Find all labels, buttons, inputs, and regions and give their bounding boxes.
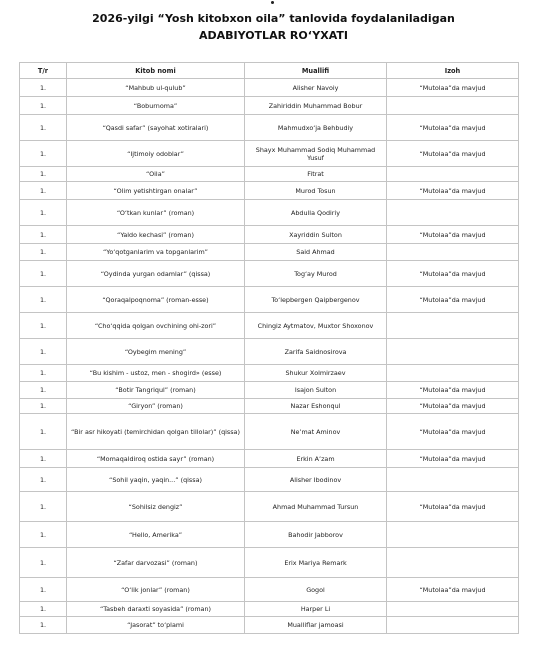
book-title: “Sohil yaqin, yaqin...” (qissa) [67, 468, 245, 492]
availability-note: “Mutolaa”da mavjud [387, 492, 519, 522]
book-title: “Boburnoma” [67, 97, 245, 115]
row-number: 1. [20, 578, 67, 602]
row-number: 1. [20, 365, 67, 382]
book-title: “Jasorat” to‘plami [67, 617, 245, 634]
row-number: 1. [20, 244, 67, 261]
author-name: Murod Tosun [245, 182, 387, 200]
row-number: 1. [20, 522, 67, 548]
book-title: “Tasbeh daraxti soyasida” (roman) [67, 602, 245, 617]
availability-note [387, 313, 519, 339]
row-number: 1. [20, 617, 67, 634]
row-number: 1. [20, 339, 67, 365]
author-name: Shayx Muhammad Sodiq Muhammad Yusuf [245, 141, 387, 167]
table-row [20, 182, 519, 200]
book-title: “O‘lik jonlar” (roman) [67, 578, 245, 602]
book-title: “Olim yetishtirgan onalar” [67, 182, 245, 200]
availability-note: “Mutolaa”da mavjud [387, 399, 519, 414]
author-name: Isajon Sulton [245, 382, 387, 399]
availability-note [387, 200, 519, 226]
document-title-line2: ADABIYOTLAR RO‘YXATI [199, 29, 348, 42]
row-number: 1. [20, 167, 67, 182]
table-row [20, 382, 519, 399]
table-row [20, 244, 519, 261]
table-row [20, 97, 519, 115]
table-row [20, 200, 519, 226]
book-title: “O‘tkan kunlar” (roman) [67, 200, 245, 226]
availability-note [387, 97, 519, 115]
availability-note: “Mutolaa”da mavjud [387, 450, 519, 468]
availability-note: “Mutolaa”da mavjud [387, 382, 519, 399]
row-number: 1. [20, 450, 67, 468]
author-name: To‘lepbergen Qaipbergenov [245, 287, 387, 313]
header-author: Muallifi [245, 63, 387, 79]
book-title: “Hello, Amerika” [67, 522, 245, 548]
table-row [20, 602, 519, 617]
availability-note [387, 468, 519, 492]
author-name: Alisher Navoiy [245, 79, 387, 97]
row-number: 1. [20, 414, 67, 450]
author-name: Mualliflar jamoasi [245, 617, 387, 634]
row-number: 1. [20, 182, 67, 200]
availability-note: “Mutolaa”da mavjud [387, 261, 519, 287]
availability-note: “Mutolaa”da mavjud [387, 414, 519, 450]
author-name: Chingiz Aytmatov, Muxtor Shoxonov [245, 313, 387, 339]
table-row [20, 365, 519, 382]
table-row [20, 450, 519, 468]
availability-note: “Mutolaa”da mavjud [387, 578, 519, 602]
availability-note [387, 602, 519, 617]
book-title: “Qoraqalpoqnoma” (roman-esse) [67, 287, 245, 313]
book-title: “Mahbub ul-qulub” [67, 79, 245, 97]
document-title-line1: 2026-yilgi “Yosh kitobxon oila” tanlovida foydalaniladigan [92, 12, 455, 25]
book-title: “Ijtimoiy odoblar” [67, 141, 245, 167]
row-number: 1. [20, 313, 67, 339]
book-title: “Botir Tangriqul” (roman) [67, 382, 245, 399]
availability-note: “Mutolaa”da mavjud [387, 115, 519, 141]
table-row [20, 287, 519, 313]
table-row [20, 548, 519, 578]
author-name: Erix Mariya Remark [245, 548, 387, 578]
author-name: Ahmad Muhammad Tursun [245, 492, 387, 522]
table-row [20, 226, 519, 244]
table-row [20, 339, 519, 365]
availability-note [387, 548, 519, 578]
author-name: Mahmudxo‘ja Behbudiy [245, 115, 387, 141]
availability-note [387, 365, 519, 382]
page-marker-dot [271, 1, 274, 4]
table-row [20, 578, 519, 602]
availability-note [387, 167, 519, 182]
table-row [20, 141, 519, 167]
table-row [20, 79, 519, 97]
table-row [20, 167, 519, 182]
book-title: “Cho‘qqida qolgan ovchining ohi-zori” [67, 313, 245, 339]
author-name: Alisher Ibodinov [245, 468, 387, 492]
book-title: “Bir asr hikoyati (temirchidan qolgan tillolar)” (qissa) [67, 414, 245, 450]
author-name: Harper Li [245, 602, 387, 617]
book-title: “Yaldo kechasi” (roman) [67, 226, 245, 244]
row-number: 1. [20, 602, 67, 617]
row-number: 1. [20, 548, 67, 578]
availability-note [387, 244, 519, 261]
table-row [20, 414, 519, 450]
table-row [20, 468, 519, 492]
row-number: 1. [20, 399, 67, 414]
row-number: 1. [20, 141, 67, 167]
author-name: Ne’mat Aminov [245, 414, 387, 450]
author-name: Zahiriddin Muhammad Bobur [245, 97, 387, 115]
author-name: Bahodir Jabborov [245, 522, 387, 548]
author-name: Xayriddin Sulton [245, 226, 387, 244]
book-title: “Oybegim mening” [67, 339, 245, 365]
author-name: Fitrat [245, 167, 387, 182]
availability-note: “Mutolaa”da mavjud [387, 182, 519, 200]
availability-note [387, 339, 519, 365]
header-book-title: Kitob nomi [67, 63, 245, 79]
book-title: “Oila” [67, 167, 245, 182]
book-title: “Yo‘qotganlarim va topganlarim” [67, 244, 245, 261]
header-note: Izoh [387, 63, 519, 79]
availability-note [387, 522, 519, 548]
book-title: “Qasdi safar” (sayohat xotiralari) [67, 115, 245, 141]
table-row [20, 617, 519, 634]
book-title: “Momaqaldiroq ostida sayr” (roman) [67, 450, 245, 468]
availability-note: “Mutolaa”da mavjud [387, 141, 519, 167]
author-name: Said Ahmad [245, 244, 387, 261]
row-number: 1. [20, 97, 67, 115]
row-number: 1. [20, 226, 67, 244]
author-name: Gogol [245, 578, 387, 602]
row-number: 1. [20, 468, 67, 492]
table-row [20, 522, 519, 548]
availability-note [387, 617, 519, 634]
table-row [20, 261, 519, 287]
table-row [20, 492, 519, 522]
author-name: Shukur Xolmirzaev [245, 365, 387, 382]
row-number: 1. [20, 115, 67, 141]
availability-note: “Mutolaa”da mavjud [387, 79, 519, 97]
row-number: 1. [20, 492, 67, 522]
book-title: “Oydinda yurgan odamlar” (qissa) [67, 261, 245, 287]
header-number: T/r [20, 63, 67, 79]
book-title: “Zafar darvozasi” (roman) [67, 548, 245, 578]
row-number: 1. [20, 261, 67, 287]
book-title: “Sohilsiz dengiz” [67, 492, 245, 522]
author-name: Nazar Eshonqul [245, 399, 387, 414]
book-title: “Giryon” (roman) [67, 399, 245, 414]
author-name: Abdulla Qodiriy [245, 200, 387, 226]
table-row [20, 115, 519, 141]
book-title: “Bu kishim - ustoz, men - shogird» (esse) [67, 365, 245, 382]
availability-note: “Mutolaa”da mavjud [387, 287, 519, 313]
author-name: Erkin A’zam [245, 450, 387, 468]
availability-note: “Mutolaa”da mavjud [387, 226, 519, 244]
table-row [20, 399, 519, 414]
table-row [20, 313, 519, 339]
row-number: 1. [20, 79, 67, 97]
literature-table [19, 62, 519, 634]
row-number: 1. [20, 200, 67, 226]
row-number: 1. [20, 287, 67, 313]
row-number: 1. [20, 382, 67, 399]
author-name: Tog‘ay Murod [245, 261, 387, 287]
table-header-row [20, 63, 519, 79]
author-name: Zarifa Saidnosirova [245, 339, 387, 365]
